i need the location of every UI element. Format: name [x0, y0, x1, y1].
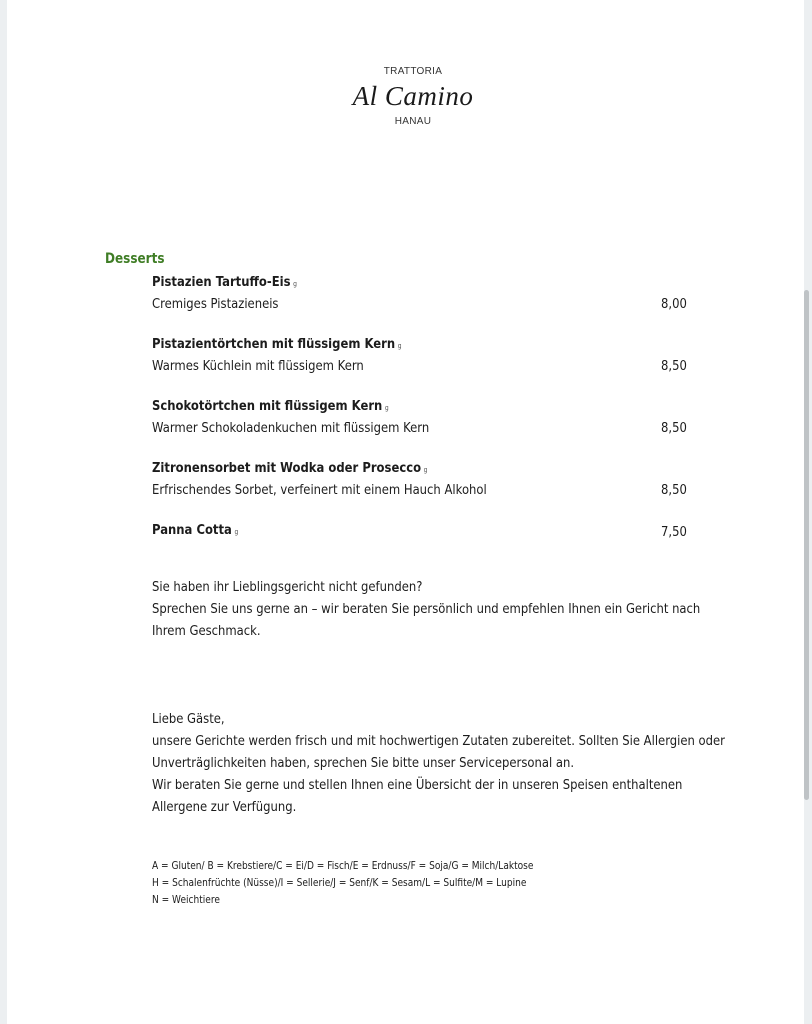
item-price: 8,50	[661, 358, 687, 374]
item-allergen: g	[384, 404, 389, 412]
item-price: 8,50	[661, 482, 687, 498]
note-line: Ihrem Geschmack.	[152, 623, 261, 639]
item-allergen: g	[423, 466, 428, 474]
note-line: Sprechen Sie uns gerne an – wir beraten Sie persönlich und empfehlen Ihnen ein Gericht nach	[152, 601, 701, 617]
item-description: Warmes Küchlein mit flüssigem Kern	[152, 358, 364, 374]
notice-line: Liebe Gäste,	[152, 711, 225, 727]
section-title: Desserts	[105, 251, 165, 267]
legend-line: A = Gluten/ B = Krebstiere/C = Ei/D = Fisch/E = Erdnuss/F = Soja/G = Milch/Laktose	[152, 860, 534, 872]
header-bottom-label: HANAU	[394, 116, 432, 127]
note-line: Sie haben ihr Lieblingsgericht nicht gefunden?	[152, 579, 423, 595]
legend-line: H = Schalenfrüchte (Nüsse)/I = Sellerie/J = Senf/K = Sesam/L = Sulfite/M = Lupine	[152, 877, 527, 889]
item-name: Panna Cotta g	[152, 522, 239, 538]
item-name: Zitronensorbet mit Wodka oder Prosecco g	[152, 460, 428, 476]
notice-line: Allergene zur Verfügung.	[152, 799, 297, 815]
item-allergen: g	[397, 342, 402, 350]
item-price: 8,00	[661, 296, 687, 312]
menu-page	[7, 0, 804, 1024]
header-top-label: TRATTORIA	[383, 66, 443, 77]
item-price: 7,50	[661, 524, 687, 540]
menu-items-list	[152, 272, 712, 562]
item-name: Pistazientörtchen mit flüssigem Kern g	[152, 336, 402, 352]
item-price: 8,50	[661, 420, 687, 436]
item-description: Cremiges Pistazieneis	[152, 296, 279, 312]
legend-line: N = Weichtiere	[152, 894, 220, 906]
recommendation-note	[152, 576, 701, 642]
restaurant-header	[7, 66, 812, 127]
item-name: Pistazien Tartuffo-Eis g	[152, 274, 297, 290]
restaurant-logo: Al Camino	[352, 81, 474, 111]
menu-item	[152, 272, 712, 314]
item-allergen: g	[234, 528, 239, 536]
item-allergen: g	[293, 280, 297, 288]
menu-item	[152, 334, 712, 376]
menu-item	[152, 458, 712, 500]
item-name: Schokotörtchen mit flüssigem Kern g	[152, 398, 389, 414]
menu-item	[152, 396, 712, 438]
notice-line: Unverträglichkeiten haben, sprechen Sie bitte unser Servicepersonal an.	[152, 755, 575, 771]
notice-line: Wir beraten Sie gerne und stellen Ihnen eine Übersicht der in unseren Speisen enthaltenen	[152, 777, 683, 793]
allergy-notice	[152, 708, 737, 818]
allergen-legend	[152, 858, 582, 909]
notice-line: unsere Gerichte werden frisch und mit hochwertigen Zutaten zubereitet. Sollten Sie Allergien oder	[152, 733, 725, 749]
item-description: Warmer Schokoladenkuchen mit flüssigem Kern	[152, 420, 430, 436]
vertical-scrollbar[interactable]	[804, 290, 809, 800]
item-description: Erfrischendes Sorbet, verfeinert mit einem Hauch Alkohol	[152, 482, 487, 498]
menu-item	[152, 520, 712, 542]
